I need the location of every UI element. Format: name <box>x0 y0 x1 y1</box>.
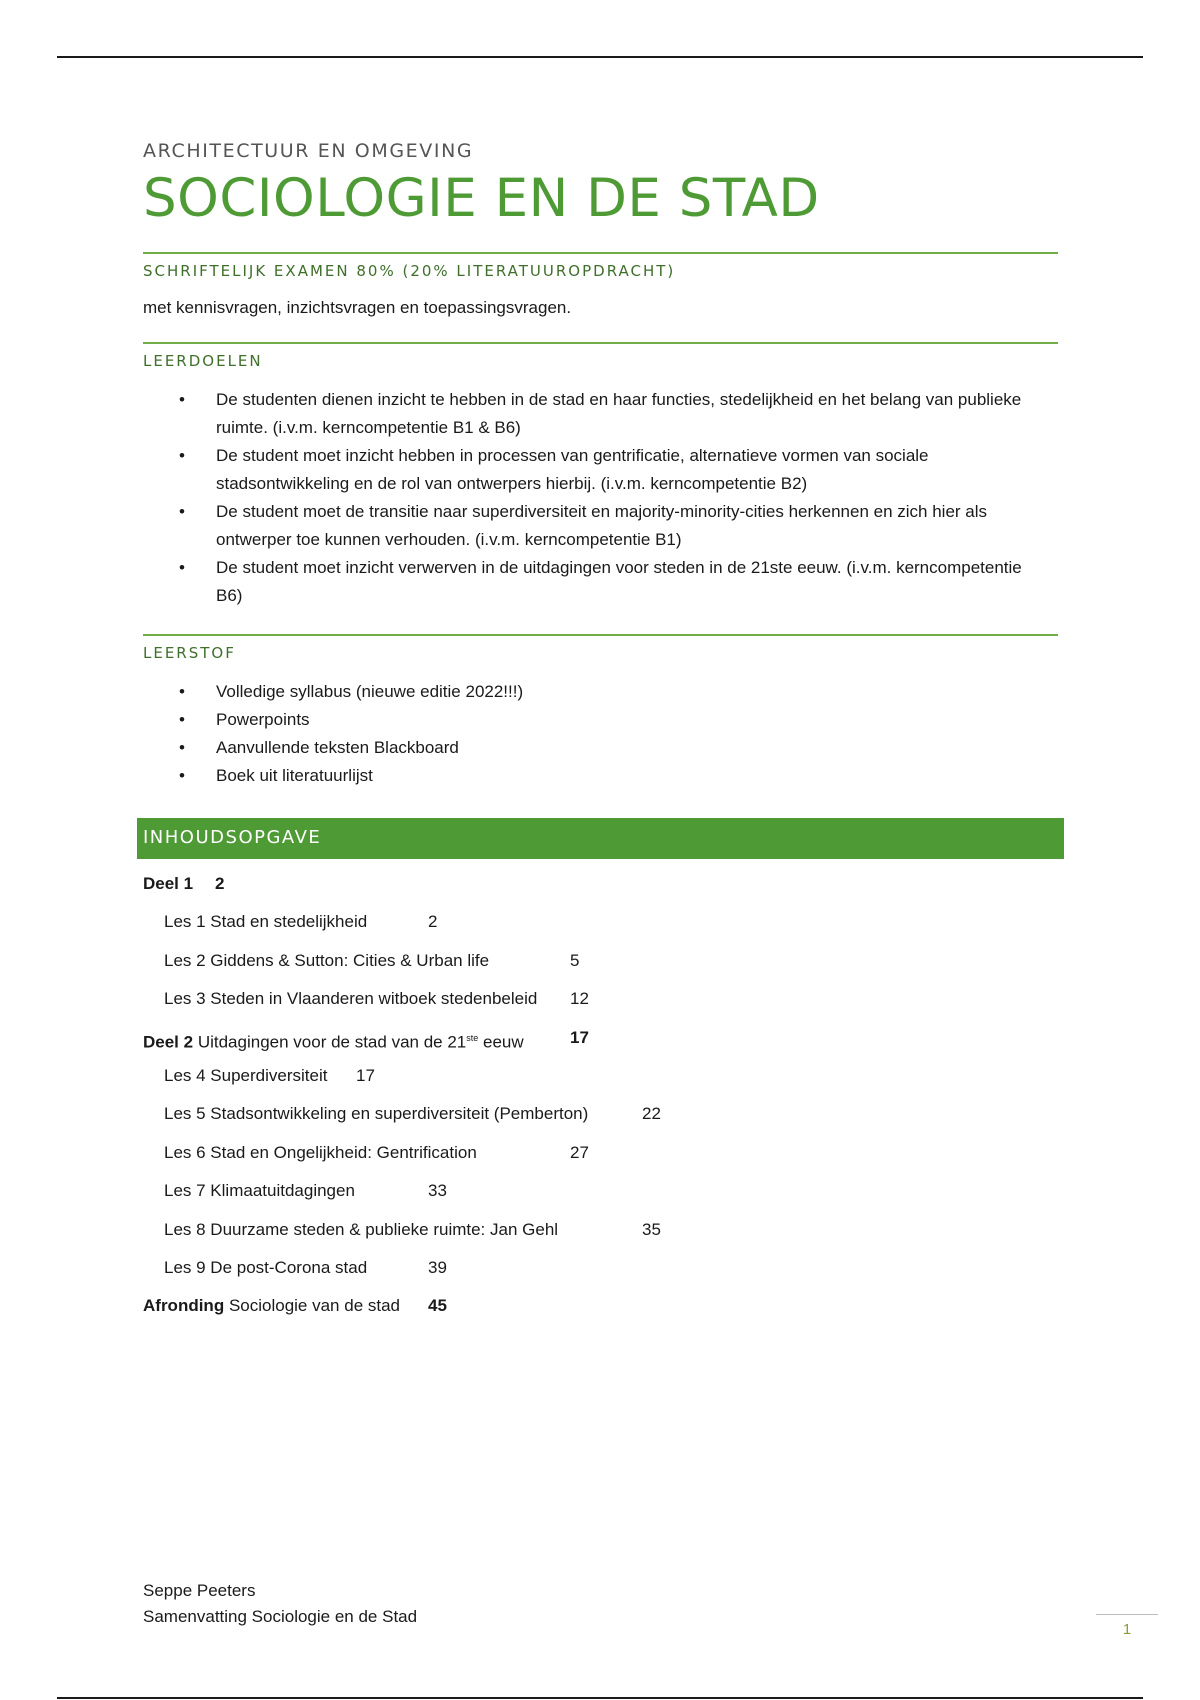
document-body <box>143 140 1058 790</box>
leerstof-heading: LEERSTOF <box>143 644 236 663</box>
section-divider <box>143 634 1058 636</box>
list-item-text: De student moet de transitie naar superdiversiteit en majority-minority-cities herkennen en zich hier als ontwerper toe kunnen verhouden. (i.v.m. kerncompetentie B1) <box>216 502 988 550</box>
list-item-text: Boek uit literatuurlijst <box>216 766 373 786</box>
toc-entry-page: 17 <box>570 1027 589 1047</box>
toc-entry-page: 27 <box>570 1142 589 1162</box>
toc-entry-page: 12 <box>570 989 589 1009</box>
toc-entry-les9[interactable] <box>143 1256 843 1294</box>
toc-entry-les4[interactable] <box>143 1064 843 1102</box>
toc-entry-text: Sociologie van de stad <box>228 1296 400 1316</box>
list-item-text: Powerpoints <box>216 710 310 730</box>
toc-entry-les2[interactable] <box>143 949 843 987</box>
toc-entry-label: Les 5 Stadsontwikkeling en superdiversiteit (Pemberton) <box>164 1104 589 1124</box>
leerdoelen-list <box>143 386 1058 610</box>
toc-entry-les8[interactable] <box>143 1218 843 1256</box>
list-item-text: Volledige syllabus (nieuwe editie 2022!!!) <box>216 682 524 702</box>
toc-entry-page: 33 <box>428 1181 447 1201</box>
footer-author: Seppe Peeters <box>143 1581 256 1600</box>
toc-entry-label: Les 4 Superdiversiteit <box>164 1065 328 1085</box>
list-item <box>143 386 1058 442</box>
toc-entry-afronding[interactable] <box>143 1294 843 1332</box>
toc-entry-page: 35 <box>642 1219 661 1239</box>
toc-entry-text: Uitdagingen voor de stad van de 21 <box>197 1032 467 1052</box>
bullet-icon: • <box>179 766 185 786</box>
bullet-icon: • <box>179 558 185 578</box>
toc-entry-page: 2 <box>215 874 225 893</box>
toc-entry-label: Les 8 Duurzame steden & publieke ruimte: Jan Gehl <box>164 1219 559 1239</box>
toc-entry-label: Deel 2 <box>143 1032 194 1052</box>
document-subtitle: ARCHITECTUUR EN OMGEVING <box>143 140 474 162</box>
list-item <box>143 442 1058 498</box>
toc-entry-page: 5 <box>570 950 580 970</box>
toc-entry-page: 39 <box>428 1257 447 1277</box>
list-item-text: Aanvullende teksten Blackboard <box>216 738 459 758</box>
toc-entry-les3[interactable] <box>143 987 843 1025</box>
list-item-text: De student moet inzicht hebben in processen van gentrificatie, alternatieve vormen van sociale stadsontwikkeling en de rol van ontwerpers hierbij. (i.v.m. kerncompetentie B2) <box>216 446 929 494</box>
toc-entry-les7[interactable] <box>143 1179 843 1217</box>
exam-heading: SCHRIFTELIJK EXAMEN 80% (20% LITERATUUROPDRACHT) <box>143 262 676 281</box>
bullet-icon: • <box>179 446 185 466</box>
section-divider <box>143 342 1058 344</box>
list-item-text: De studenten dienen inzicht te hebben in de stad en haar functies, stedelijkheid en het belang van publieke ruimte. (i.v.m. kerncompetentie B1 & B6) <box>216 390 1022 438</box>
toc-entry-page: 45 <box>428 1296 447 1316</box>
bullet-icon: • <box>179 502 185 522</box>
toc-entry-label: Les 1 Stad en stedelijkheid <box>164 912 368 932</box>
section-divider <box>143 252 1058 254</box>
toc-entry-page: 2 <box>428 912 438 932</box>
list-item <box>143 706 1058 734</box>
toc-heading-bar <box>137 818 1064 859</box>
toc-entry-les5[interactable] <box>143 1102 843 1140</box>
toc-entry-label: Deel 1 <box>143 874 194 893</box>
toc-entry-label: Les 3 Steden in Vlaanderen witboek stedenbeleid <box>164 989 538 1009</box>
bullet-icon: • <box>179 738 185 758</box>
list-item <box>143 762 1058 790</box>
leerdoelen-heading: LEERDOELEN <box>143 352 263 371</box>
toc-entry-les6[interactable] <box>143 1141 843 1179</box>
list-item <box>143 734 1058 762</box>
toc-entry-les1[interactable] <box>143 910 843 948</box>
toc-entry-superscript: ste <box>466 1032 479 1043</box>
bullet-icon: • <box>179 390 185 410</box>
page-number: 1 <box>1096 1614 1158 1638</box>
toc-entry-label: Les 9 De post-Corona stad <box>164 1257 368 1277</box>
footer-document-name: Samenvatting Sociologie en de Stad <box>143 1607 418 1626</box>
toc-entry-label: Les 7 Klimaatuitdagingen <box>164 1181 355 1201</box>
bullet-icon: • <box>179 682 185 702</box>
list-item <box>143 678 1058 706</box>
leerstof-list <box>143 678 1058 790</box>
exam-description: met kennisvragen, inzichtsvragen en toepassingsvragen. <box>143 298 572 318</box>
toc-heading: INHOUDSOPGAVE <box>143 827 322 848</box>
list-item-text: De student moet inzicht verwerven in de uitdagingen voor steden in de 21ste eeuw. (i.v.m. kerncompetentie B6) <box>216 558 1022 606</box>
toc-entry-label: Les 6 Stad en Ongelijkheid: Gentrification <box>164 1142 477 1162</box>
toc-entry-deel1[interactable] <box>143 872 843 910</box>
toc-entry-label: Les 2 Giddens & Sutton: Cities & Urban life <box>164 950 490 970</box>
table-of-contents <box>143 872 843 1333</box>
document-title: SOCIOLOGIE EN DE STAD <box>143 168 820 229</box>
toc-entry-page: 22 <box>642 1104 661 1124</box>
list-item <box>143 498 1058 554</box>
bullet-icon: • <box>179 710 185 730</box>
list-item <box>143 554 1058 610</box>
page-footer <box>143 1578 417 1630</box>
toc-entry-label: Afronding <box>143 1296 225 1316</box>
page-top-border <box>57 56 1143 58</box>
toc-entry-page: 17 <box>356 1065 375 1085</box>
toc-entry-deel2[interactable] <box>143 1026 843 1064</box>
toc-entry-text-suffix: eeuw <box>483 1032 524 1052</box>
page-bottom-border <box>57 1697 1143 1699</box>
